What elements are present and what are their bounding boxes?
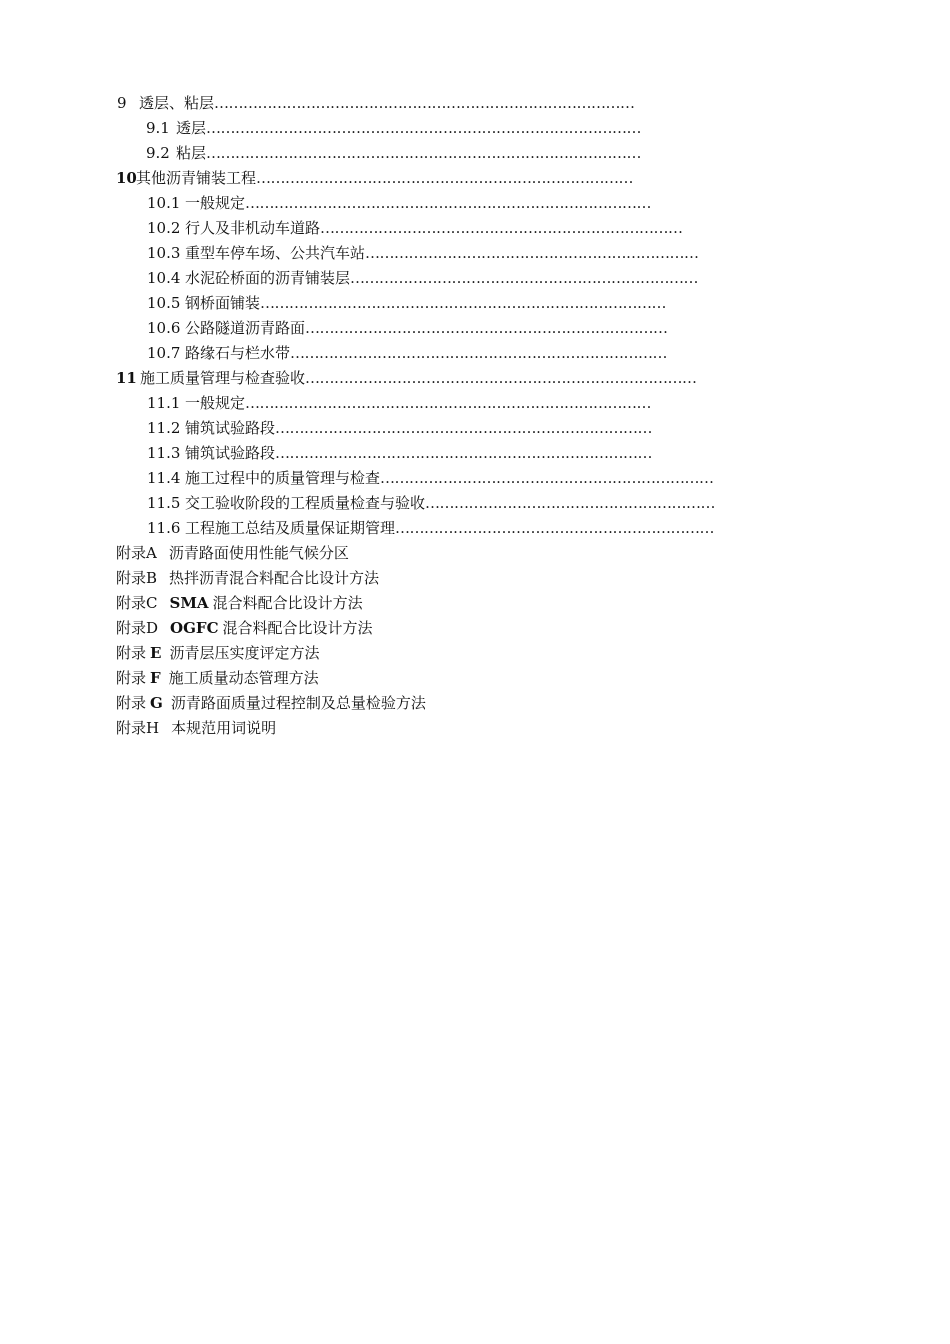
appendix-letter: B — [146, 569, 158, 587]
toc-entry-title: 一般规定 — [185, 194, 246, 212]
appendix-letter: G — [150, 694, 163, 712]
toc-appendix[interactable] — [116, 591, 616, 615]
toc-entry[interactable] — [147, 491, 723, 515]
appendix-title: 热拌沥青混合料配合比设计方法 — [169, 569, 380, 587]
toc-entry-number: 11.1 — [147, 394, 181, 412]
appendix-title: 施工质量动态管理方法 — [168, 669, 319, 687]
toc-entry-title: 粘层 — [176, 144, 207, 162]
toc-leader-dots: ……………………………………………………………………… — [305, 369, 697, 387]
toc-leader-dots: …………………………………………………………………… — [256, 169, 634, 187]
toc-leader-dots: ……………………………………………………………… — [350, 269, 699, 287]
toc-entry-number: 10.3 — [147, 244, 181, 262]
toc-entry-title: 铺筑试验路段 — [185, 419, 276, 437]
appendix-prefix: 附录 — [116, 569, 147, 587]
toc-entry-number: 11.5 — [147, 494, 181, 512]
appendix-letter: D — [146, 619, 159, 637]
toc-leader-dots: ………………………………………………………………… — [320, 219, 683, 237]
toc-leader-dots: ………………………………………………………………………… — [245, 394, 652, 412]
toc-leader-dots: …………………………………………………………………… — [290, 344, 668, 362]
appendix-prefix: 附录 — [116, 544, 147, 562]
toc-entry-number: 10.7 — [147, 344, 181, 362]
toc-entry-number: 11.2 — [147, 419, 181, 437]
toc-entry-title: 一般规定 — [185, 394, 246, 412]
toc-entry-number: 10.5 — [147, 294, 181, 312]
toc-entry[interactable] — [146, 141, 716, 165]
toc-appendix[interactable] — [116, 716, 616, 740]
toc-entry-number: 11.3 — [147, 444, 181, 462]
toc-entry-title: 工程施工总结及质量保证期管理 — [185, 519, 396, 537]
toc-appendix[interactable] — [116, 691, 616, 715]
toc-entry[interactable] — [147, 266, 723, 290]
toc-entry[interactable] — [147, 441, 723, 465]
toc-entry[interactable] — [147, 216, 723, 240]
toc-leader-dots: …………………………………………………… — [425, 494, 716, 512]
appendix-letter: E — [150, 644, 162, 662]
appendix-title: 沥青路面使用性能气候分区 — [168, 544, 349, 562]
toc-entry[interactable] — [147, 291, 723, 315]
toc-entry-title: 交工验收阶段的工程质量检查与验收 — [185, 494, 426, 512]
toc-leader-dots: ………………………………………………………………………… — [260, 294, 667, 312]
toc-entry-title: 铺筑试验路段 — [185, 444, 276, 462]
toc-entry[interactable] — [116, 366, 726, 390]
appendix-mix-code: SMA — [169, 594, 209, 612]
toc-entry-title: 其他沥青铺装工程 — [136, 169, 257, 187]
appendix-title: 沥青层压实度评定方法 — [169, 644, 320, 662]
toc-appendix[interactable] — [116, 541, 616, 565]
toc-leader-dots: ……………………………………………………………………………… — [206, 119, 642, 137]
toc-entry-number: 10.6 — [147, 319, 181, 337]
appendix-prefix: 附录 — [116, 594, 147, 612]
appendix-title: 混合料配合比设计方法 — [212, 594, 363, 612]
toc-leader-dots: …………………………………………………………………… — [275, 444, 653, 462]
toc-entry-number: 11.4 — [147, 469, 181, 487]
toc-appendix[interactable] — [116, 641, 616, 665]
appendix-mix-code: OGFC — [170, 619, 219, 637]
appendix-title: 沥青路面质量过程控制及总量检验方法 — [170, 694, 426, 712]
toc-entry[interactable] — [147, 466, 723, 490]
toc-leader-dots: …………………………………………………………………… — [275, 419, 653, 437]
toc-entry-number: 10.1 — [147, 194, 181, 212]
toc-entry-number: 10.2 — [147, 219, 181, 237]
toc-entry-title: 行人及非机动车道路 — [185, 219, 321, 237]
toc-entry-title: 施工过程中的质量管理与检查 — [185, 469, 381, 487]
appendix-letter: C — [146, 594, 158, 612]
toc-entry-number: 9.2 — [146, 144, 170, 162]
toc-entry-title: 施工质量管理与检查验收 — [140, 369, 306, 387]
toc-entry-title: 钢桥面铺装 — [185, 294, 261, 312]
toc-leader-dots: ………………………………………………………………… — [305, 319, 668, 337]
toc-appendix[interactable] — [116, 666, 616, 690]
toc-leader-dots: …………………………………………………………… — [365, 244, 699, 262]
toc-entry[interactable] — [147, 241, 723, 265]
toc-leader-dots: ……………………………………………………………………………… — [206, 144, 642, 162]
toc-entry-number: 10.4 — [147, 269, 181, 287]
toc-entry-title: 水泥砼桥面的沥青铺装层 — [185, 269, 351, 287]
appendix-prefix: 附录 — [116, 644, 147, 662]
toc-entry[interactable] — [116, 166, 712, 190]
toc-entry[interactable] — [147, 391, 723, 415]
toc-entry-title: 透层、粘层 — [139, 94, 215, 112]
appendix-letter: H — [146, 719, 160, 737]
toc-leader-dots: …………………………………………………………… — [380, 469, 714, 487]
appendix-prefix: 附录 — [116, 619, 147, 637]
toc-entry-number: 11 — [116, 369, 137, 387]
toc-appendix[interactable] — [116, 566, 616, 590]
appendix-prefix: 附录 — [116, 694, 147, 712]
toc-leader-dots: …………………………………………………………………………… — [214, 94, 635, 112]
toc-entry[interactable] — [147, 316, 723, 340]
toc-entry-number: 9.1 — [146, 119, 170, 137]
appendix-letter: F — [150, 669, 161, 687]
toc-entry-title: 公路隧道沥青路面 — [185, 319, 306, 337]
appendix-letter: A — [146, 544, 157, 562]
toc-entry[interactable] — [147, 341, 723, 365]
toc-entry-title: 路缘石与栏水带 — [185, 344, 291, 362]
toc-entry[interactable] — [147, 191, 723, 215]
appendix-title: 混合料配合比设计方法 — [222, 619, 373, 637]
appendix-prefix: 附录 — [116, 669, 147, 687]
appendix-prefix: 附录 — [116, 719, 147, 737]
toc-entry-title: 重型车停车场、公共汽车站 — [185, 244, 366, 262]
toc-entry[interactable] — [147, 516, 723, 540]
toc-appendix[interactable] — [116, 616, 616, 640]
toc-leader-dots: ………………………………………………………………………… — [245, 194, 652, 212]
toc-entry-number: 10 — [116, 169, 137, 187]
toc-entry-number: 9 — [117, 94, 127, 112]
toc-entry[interactable] — [117, 91, 717, 115]
toc-entry[interactable] — [146, 116, 716, 140]
toc-entry-title: 透层 — [176, 119, 207, 137]
toc-leader-dots: ………………………………………………………… — [395, 519, 715, 537]
toc-entry[interactable] — [147, 416, 723, 440]
toc-entry-number: 11.6 — [147, 519, 181, 537]
appendix-title: 本规范用词说明 — [171, 719, 277, 737]
